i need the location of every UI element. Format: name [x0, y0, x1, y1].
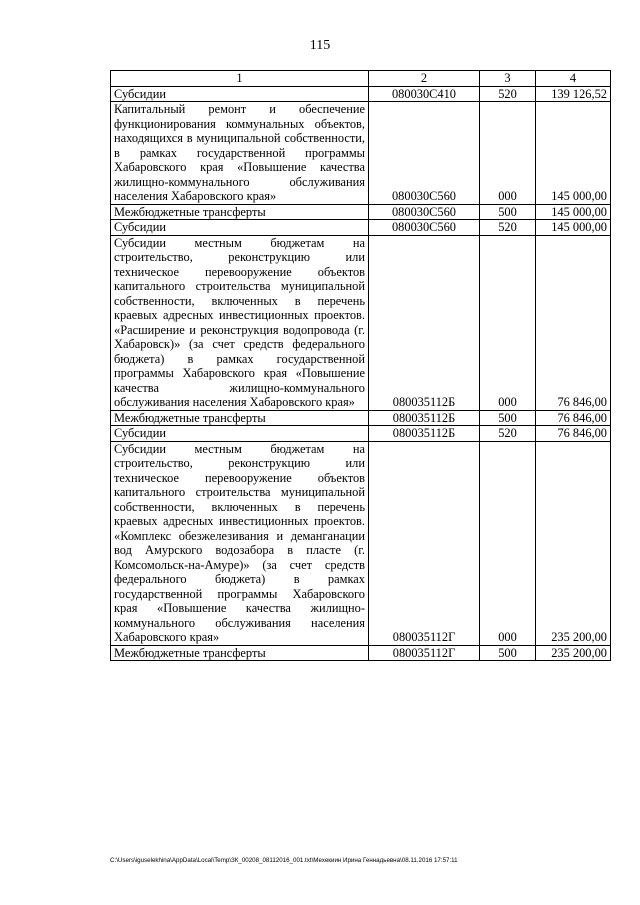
table-row: [111, 102, 611, 205]
page-number: 115: [309, 38, 331, 53]
row-vr: 520: [480, 426, 536, 442]
row-vr: 000: [480, 102, 536, 205]
row-vr: 000: [480, 441, 536, 645]
column-header-code: 2: [369, 71, 480, 87]
row-amount: 145 000,00: [536, 102, 611, 205]
table-row: [111, 86, 611, 102]
row-name: Субсидии: [111, 220, 369, 236]
row-code: 080030С560: [369, 102, 480, 205]
row-name: Межбюджетные трансферты: [111, 204, 369, 220]
row-amount: 235 200,00: [536, 645, 611, 661]
table-header-row: [111, 71, 611, 87]
row-vr: 500: [480, 645, 536, 661]
column-header-vr: 3: [480, 71, 536, 87]
row-amount: 235 200,00: [536, 441, 611, 645]
budget-table: [110, 70, 611, 661]
row-name: Субсидии местным бюджетам на строительство, реконструкцию или техническое перевооружение объектов капитального строительства муниципальной собственности, включенных в перечень краевых адресных инвестиционных проектов. «Расширение и реконструкция водопровода (г. Хабаровск)» (за счет средств федерального бюджета) в рамках государственной программы Хабаровского края «Повышение качества жилищно-коммунального обслуживания населения Хабаровского края»: [111, 235, 369, 410]
column-header-name: 1: [111, 71, 369, 87]
column-header-amount: 4: [536, 71, 611, 87]
row-amount: 76 846,00: [536, 410, 611, 426]
row-name: Субсидии местным бюджетам на строительство, реконструкцию или техническое перевооружение объектов капитального строительства муниципальной собственности, включенных в перечень краевых адресных инвестиционных проектов. «Комплекс обезжелезивания и деманганации вод Амурского водозабора в пласте (г. Комсомольск-на-Амуре)» (за счет средств федерального бюджета) в рамках государственной программы Хабаровского края «Повышение качества жилищно-коммунального обслуживания населения Хабаровского края»: [111, 441, 369, 645]
table-row: [111, 220, 611, 236]
table-row: [111, 645, 611, 661]
row-code: 080030С560: [369, 204, 480, 220]
row-amount: 139 126,52: [536, 86, 611, 102]
row-vr: 520: [480, 86, 536, 102]
row-code: 080035112Г: [369, 441, 480, 645]
row-name: Капитальный ремонт и обеспечение функционирования коммунальных объектов, находящихся в муниципальной собственности, в рамках государственной программы Хабаровского края «Повышение качества жилищно-коммунального обслуживания населения Хабаровского края»: [111, 102, 369, 205]
row-amount: 145 000,00: [536, 204, 611, 220]
row-code: 080030С560: [369, 220, 480, 236]
row-vr: 520: [480, 220, 536, 236]
row-amount: 145 000,00: [536, 220, 611, 236]
row-name: Субсидии: [111, 86, 369, 102]
table-row: [111, 426, 611, 442]
row-code: 080035112Г: [369, 645, 480, 661]
table-row: [111, 235, 611, 410]
row-amount: 76 846,00: [536, 426, 611, 442]
table-row: [111, 204, 611, 220]
row-vr: 000: [480, 235, 536, 410]
table-row: [111, 410, 611, 426]
row-name: Субсидии: [111, 426, 369, 442]
row-name: Межбюджетные трансферты: [111, 410, 369, 426]
file-path-footer: C:\Users\iguselekhina\AppData\Local\Temp\ЗК_00208_08112016_001.txt\Мехекиин Ирина Геннадьевна\08.11.2016 17:57:11: [110, 857, 458, 864]
row-amount: 76 846,00: [536, 235, 611, 410]
row-vr: 500: [480, 204, 536, 220]
row-code: 080035112Б: [369, 426, 480, 442]
row-vr: 500: [480, 410, 536, 426]
row-code: 080035112Б: [369, 235, 480, 410]
row-name: Межбюджетные трансферты: [111, 645, 369, 661]
row-code: 080035112Б: [369, 410, 480, 426]
table-row: [111, 441, 611, 645]
row-code: 080030С410: [369, 86, 480, 102]
